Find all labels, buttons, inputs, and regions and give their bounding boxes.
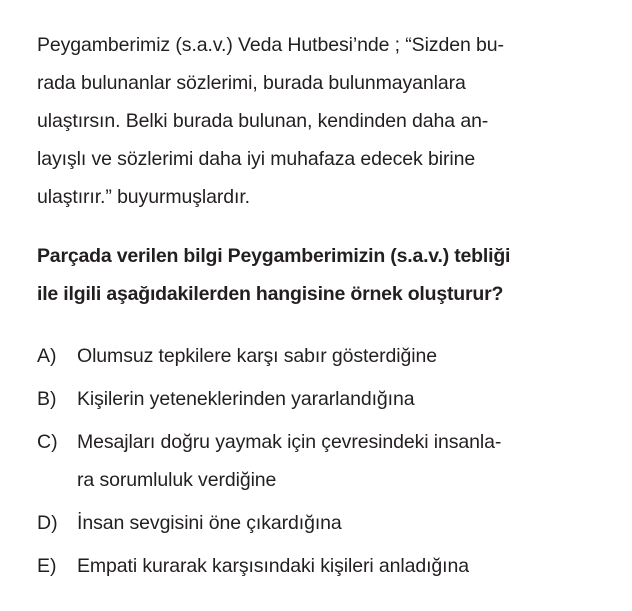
- option-e[interactable]: [37, 547, 595, 585]
- option-text: [77, 380, 414, 418]
- passage-line: ulaştırsın. Belki burada bulunan, kendinden daha an-: [37, 110, 489, 132]
- option-text: [77, 423, 501, 499]
- option-text-line: Mesajları doğru yaymak için çevresindeki insanla-: [77, 431, 502, 453]
- passage-line: rada bulunanlar sözlerimi, burada bulunmayanlara: [37, 72, 466, 94]
- option-a[interactable]: [37, 337, 595, 375]
- question-line: ile ilgili aşağıdakilerden hangisine örnek oluşturur?: [37, 283, 504, 305]
- option-letter: B): [37, 388, 57, 410]
- option-text: [77, 504, 342, 542]
- option-text: [77, 337, 437, 375]
- option-letter: A): [37, 345, 57, 367]
- question-page: [37, 26, 595, 590]
- answer-options: [37, 337, 595, 585]
- passage-line: layışlı ve sözlerimi daha iyi muhafaza edecek birine: [37, 148, 476, 170]
- option-text-line: ra sorumluluk verdiğine: [77, 469, 277, 491]
- passage-text: [37, 26, 595, 216]
- option-text-line: Kişilerin yeteneklerinden yararlandığına: [77, 388, 415, 410]
- passage-line: ulaştırır.” buyurmuşlardır.: [37, 186, 250, 208]
- option-d[interactable]: [37, 504, 595, 542]
- option-b[interactable]: [37, 380, 595, 418]
- option-letter: D): [37, 512, 58, 534]
- option-text-line: İnsan sevgisini öne çıkardığına: [77, 512, 342, 534]
- option-letter: E): [37, 555, 57, 577]
- option-text-line: Olumsuz tepkilere karşı sabır gösterdiğine: [77, 345, 437, 367]
- passage-line: Peygamberimiz (s.a.v.) Veda Hutbesi’nde ; “Sizden bu-: [37, 34, 504, 56]
- option-letter: C): [37, 431, 58, 453]
- option-text-line: Empati kurarak karşısındaki kişileri anladığına: [77, 555, 469, 577]
- question-stem: [37, 237, 595, 313]
- question-line: Parçada verilen bilgi Peygamberimizin (s.a.v.) tebliği: [37, 245, 511, 267]
- option-text: [77, 547, 469, 585]
- option-c[interactable]: [37, 423, 595, 499]
